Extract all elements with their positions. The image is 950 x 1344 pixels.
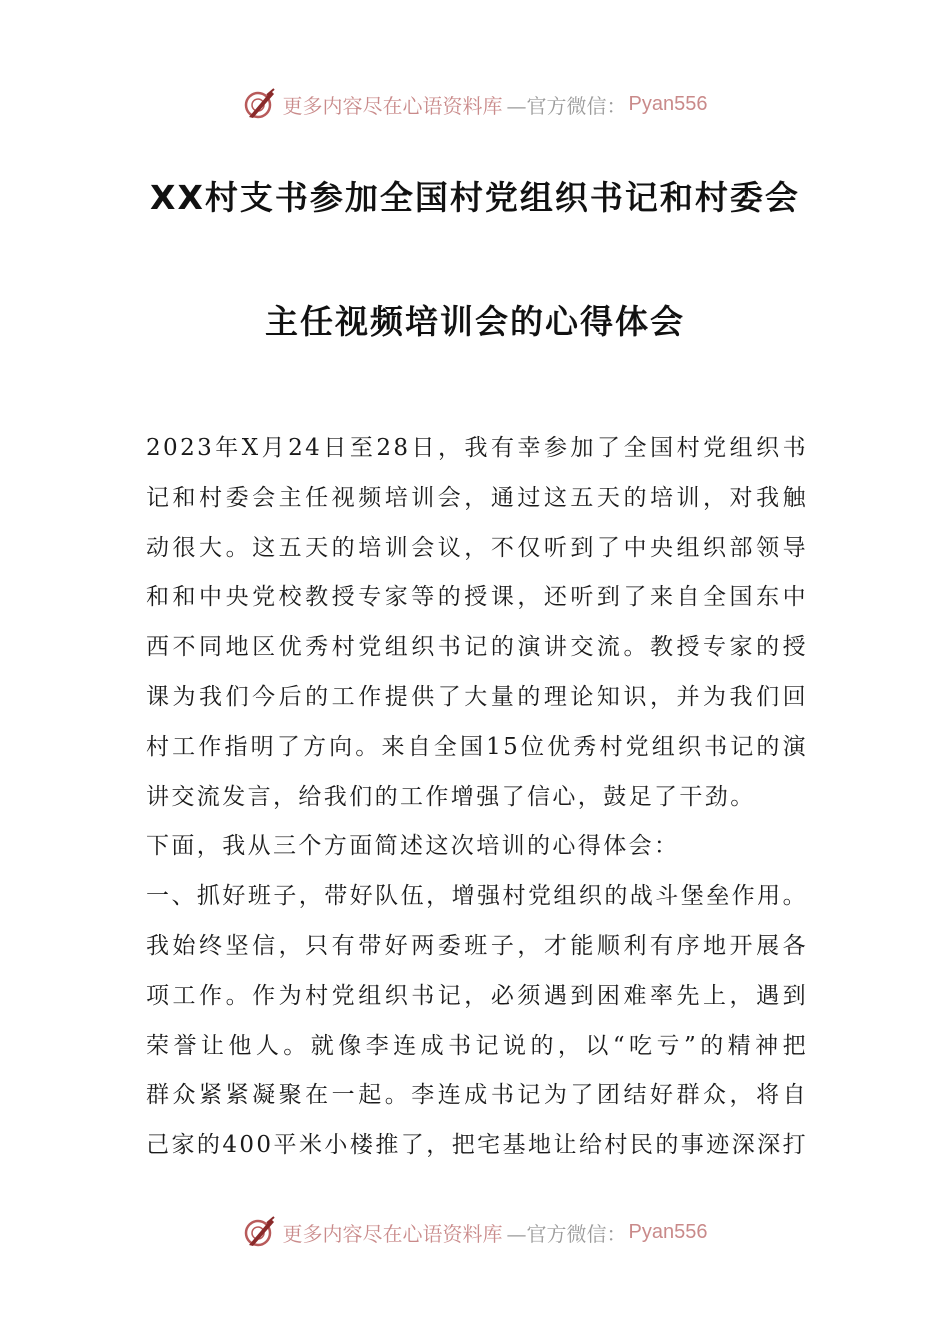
body-line: 荣誉让他人。就像李连成书记说的，以“吃亏”的精神把 xyxy=(146,1032,808,1059)
body-line: 课为我们今后的工作提供了大量的理论知识，并为我们回 xyxy=(146,683,808,710)
body-line: 村工作指明了方向。来自全国15位优秀村党组织书记的演 xyxy=(146,733,808,760)
watermark-account: Pyan556 xyxy=(628,92,708,115)
body-line: 记和村委会主任视频培训会，通过这五天的培训，对我触 xyxy=(146,484,808,511)
watermark-header xyxy=(0,84,950,124)
body-line: 动很大。这五天的培训会议，不仅听到了中央组织部领导 xyxy=(146,534,808,561)
watermark-text: 更多内容尽在心语资料库 xyxy=(282,1221,503,1246)
body-line: 我始终坚信，只有带好两委班子，才能顺利有序地开展各 xyxy=(146,932,808,959)
body-line: 下面，我从三个方面简述这次培训的心得体会： xyxy=(146,833,680,860)
body-line: 2023年X月24日至28日，我有幸参加了全国村党组织书 xyxy=(146,435,808,461)
quill-logo-icon xyxy=(243,87,277,121)
quill-logo-icon xyxy=(243,1215,277,1249)
body-line: 项工作。作为村党组织书记，必须遇到困难率先上，遇到 xyxy=(146,982,808,1009)
document-title-line-1: XX村支书参加全国村党组织书记和村委会 xyxy=(150,178,800,217)
watermark-text: 更多内容尽在心语资料库 xyxy=(282,93,503,118)
watermark-separator: —官方微信： xyxy=(506,1221,627,1246)
body-line: 群众紧紧凝聚在一起。李连成书记为了团结好群众，将自 xyxy=(146,1082,808,1109)
body-line: 一、抓好班子，带好队伍，增强村党组织的战斗堡垒作用。 xyxy=(146,883,808,910)
watermark-separator: —官方微信： xyxy=(506,93,627,118)
body-line: 己家的400平米小楼推了，把宅基地让给村民的事迹深深打 xyxy=(146,1132,808,1159)
body-line: 西不同地区优秀村党组织书记的演讲交流。教授专家的授 xyxy=(146,634,808,661)
body-line: 讲交流发言，给我们的工作增强了信心，鼓足了干劲。 xyxy=(146,783,756,810)
document-title-line-2: 主任视频培训会的心得体会 xyxy=(265,302,685,341)
watermark-footer xyxy=(0,1212,950,1252)
watermark-account: Pyan556 xyxy=(628,1220,708,1243)
body-line: 和和中央党校教授专家等的授课，还听到了来自全国东中 xyxy=(146,584,808,611)
document-body xyxy=(146,428,808,1175)
